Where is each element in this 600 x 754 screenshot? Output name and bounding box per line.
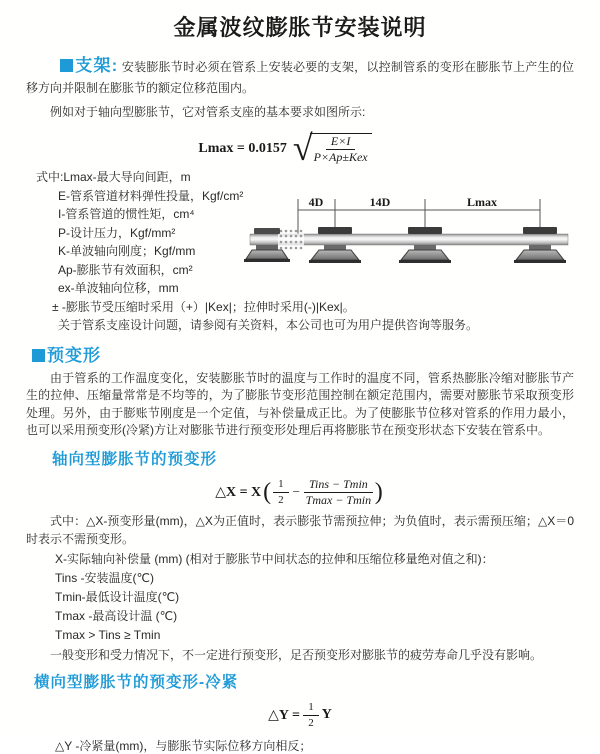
right-paren: ) — [374, 478, 383, 505]
definition-line: 式中:Lmax-最大导向间距，m — [36, 170, 191, 184]
dim-label-14d: 14D — [369, 195, 391, 209]
definition-line: ex-单波轴向位移，mm — [58, 281, 179, 295]
lateral-note: △Y -冷紧量(mm)，与膨胀节实际位移方向相反； — [55, 738, 312, 753]
axial-formula — [0, 478, 600, 507]
support-heading-label: 支架: — [75, 56, 119, 75]
bellows-icon — [278, 230, 304, 250]
axial-def-line: Tins -安装温度(℃) — [55, 570, 155, 585]
definition-line: E-管系管道材料弹性投量，Kgf/cm² — [58, 188, 244, 203]
lateral-subheading: 横向型膨胀节的预变形-冷紧 — [34, 673, 239, 691]
radical-sign-icon: √ — [292, 128, 313, 168]
pipe-support-diagram — [250, 192, 595, 272]
section-bullet-icon — [60, 59, 73, 72]
lateral-formula — [0, 701, 600, 730]
predeform-section-heading — [32, 341, 600, 366]
predeform-heading-label: 预变形 — [47, 345, 101, 365]
axial-subheading: 轴向型膨胀节的预变形 — [52, 450, 218, 468]
minus-sign: − — [292, 484, 300, 499]
axial-definitions-list — [0, 550, 600, 645]
lateral-formula-lhs: △Y = — [268, 707, 300, 723]
support-intro-text: 安装膨胀节时必须在管系上安装必要的支架，以控制管系的变形在膨胀节上产生的位移方向并限制在膨胀节的额定位移范围内。 — [26, 60, 574, 95]
definition-line: I-管系管道的惯性矩，cm⁴ — [58, 207, 195, 221]
axial-frac-numerator: Tins − Tmin — [304, 478, 373, 493]
half-numerator: 1 — [273, 478, 289, 493]
lateral-frac-denominator: 2 — [308, 716, 314, 729]
support-example-line: 例如对于轴向型膨胀节，它对管系支座的基本要求如图所示: — [50, 105, 366, 119]
support-intro-paragraph — [26, 55, 574, 99]
half-denominator: 2 — [278, 493, 284, 506]
radical-expression — [292, 128, 372, 168]
formula-numerator: E×I — [326, 135, 355, 150]
lateral-formula-rhs: Y — [321, 707, 332, 722]
consulting-note: 关于管系支座设计问题，请参阅有关资料，本公司也可为用户提供咨询等服务。 — [58, 318, 479, 332]
axial-def-line: Tmax -最高设计温 (℃) — [55, 608, 178, 623]
axial-def-line: Tmin-最低设计温度(℃) — [55, 589, 180, 604]
section-bullet-icon — [32, 349, 45, 362]
predeform-body-text: 由于管系的工作温度变化，安装膨胀节时的温度与工作时的温度不同，管系热膨胀冷缩对膨胀节产生的拉伸、压缩量常常是不均等的，为了膨胀节变形范围控制在额定范围内，需要对膨胀节采取预变形处理。另外，由于膨账节刚度是一个定值，与补偿量成正比。为了使膨胀节位移对管系的作用力最小，也可以采用预变形(冷紧)方让对膨胀节进行预变形处理后再将膨胀节在预变形状态下安装在管系中。 — [26, 370, 574, 437]
definition-line: Ap-膨胀节有效面积，cm² — [58, 262, 193, 277]
dim-label-lmax: Lmax — [467, 195, 497, 209]
definition-line: P-设计压力，Kgf/mm² — [58, 225, 176, 240]
definition-line: K-单波轴向刚度；Kgf/mm — [58, 244, 196, 258]
left-paren: ( — [263, 478, 272, 505]
axial-frac-denominator: Tmax − Tmin — [305, 492, 372, 507]
dim-label-4d: 4D — [308, 195, 324, 209]
formula-lhs: Lmax = 0.0157 — [198, 140, 287, 156]
axial-def-line: Tmax > Tins ≥ Tmin — [55, 627, 161, 642]
support-section-heading — [60, 56, 118, 75]
axial-formula-explain: 式中：△X-预变形量(mm)，△X为正值时，表示膨张节需预拉伸；为负值时，表示需预压缩；△X＝0时表示不需预变形。 — [26, 513, 574, 546]
plus-minus-note: ± -膨胀节受压缩时采用（+）|Kex|；拉伸时采用(-)|Kex|。 — [52, 299, 355, 314]
axial-note: 一般变形和受力情况下，不一定进行预变形，足否预变形对膨胀节的疲劳寿命几乎没有影响。 — [50, 647, 543, 662]
formula-denominator: P×Ap±Kex — [313, 150, 368, 164]
axial-def-line: X-实际轴向补偿量 (mm) (相对于膨胀节中间状态的拉伸和压缩位移量绝对值之和)： — [55, 551, 494, 566]
axial-formula-lhs: △X = X — [215, 484, 262, 500]
guide-spacing-formula — [0, 128, 570, 168]
lateral-frac-numerator: 1 — [303, 701, 319, 716]
page-title: 金属波纹膨胀节安装说明 — [173, 15, 427, 40]
